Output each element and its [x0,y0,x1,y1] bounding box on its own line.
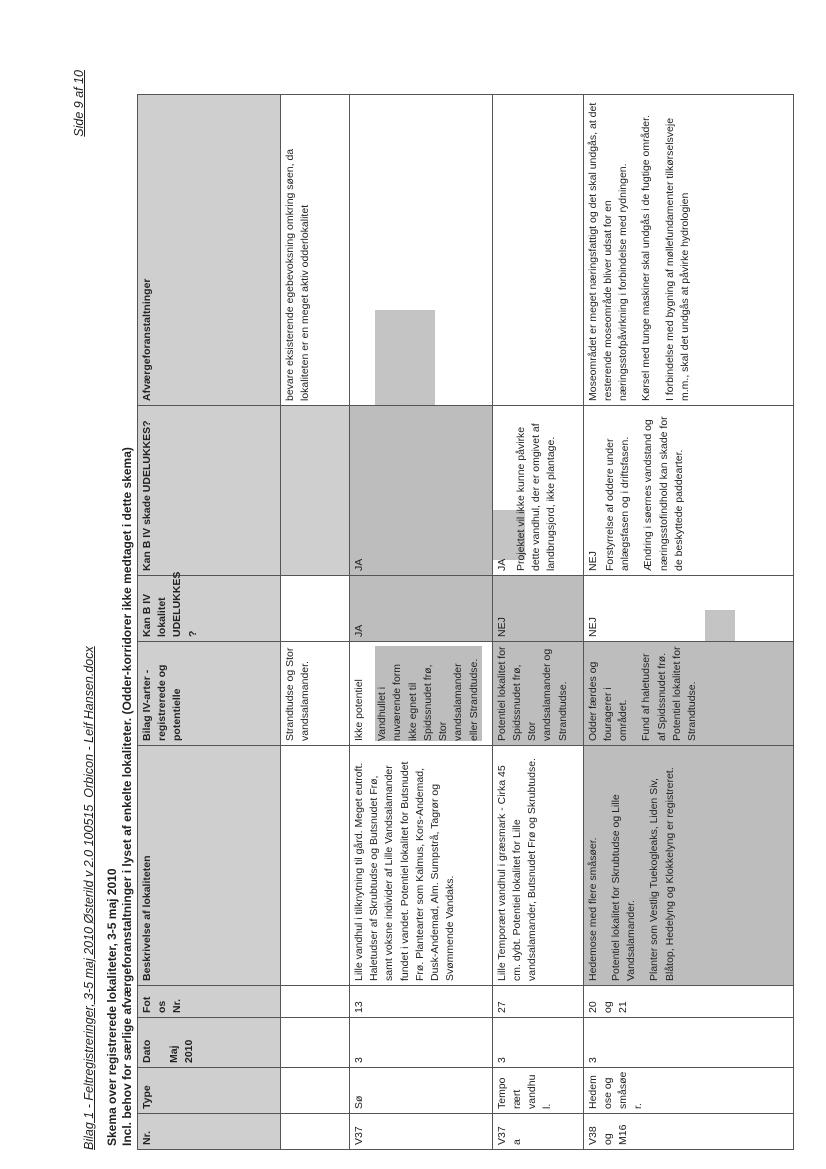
cell-beskrivelse: Lille Temporært vandhul i græsmark - Cirka 45 cm. dybt. Potentiel lokalitet for Lille vandsalamander, Butsnudet Frø og Skrubtudse. [492,746,583,986]
page-number: Side 9 af 10 [72,70,86,137]
cell-type [281,1068,350,1114]
cell-beskrivelse [583,746,793,986]
kan-skade-note: Ændring i søernes vandstand og næringsstofindhold kan skade for de beskyttede paddearter. [642,416,685,571]
bilag-paragraph: Vandhullet i nuværende form ikke egnet til Spidssnudet frø, Stor vandsalamander eller Strandtudse. [375,646,482,741]
cell-nr: V37 a [492,1114,583,1150]
table-row [281,95,350,1150]
beskrivelse-paragraph: Planter som Vestlig Tuekogleaks, Liden Siv, Blåtop, Hedelyng og Klokkelyng er registreret. [648,767,676,981]
cell-nr [281,1114,350,1150]
cell-kan-skade [583,406,793,576]
beskrivelse-paragraph: Hedemose med flere småsøer. [586,837,599,981]
cell-nr: V38 og M16 [583,1114,793,1150]
cell-dato: 3 [583,1018,793,1068]
cell-dato: 3 [492,1018,583,1068]
cell-kan-skade [281,406,350,576]
cell-foto: 13 [350,986,493,1018]
afvaerge-paragraph: I forbindelse med bygning af møllefundamenter tilkørselsveje m.m., skal det undgås at påvirke hydrologien [663,117,691,401]
cell-beskrivelse: Lille vandhul i tilknytning til gård. Meget eutroft. Haletudser af Skrubtudse og Butsnudet Frø, samt voksne individer af Lille Vandsalamander fundet i vandet. Potentiel lokalitet for Butsnudet Frø. Plantearter som Kalmus, Kors-Andemad, Dusk-Andemad, Alm. Sumpstrå, Tagrør og Svømmende Vandaks. [350,746,493,986]
rotated-page [72,70,750,1150]
bilag-paragraph: Ikke potentiel [353,679,365,741]
cell-kan-skade: JA [350,406,493,576]
cell-kan-skade [492,406,583,576]
bilag-paragraph: Odder færdes og fouragerer i området. [586,661,630,741]
cell-bilag: Strandtudse og Stor vandsalamander. [281,642,350,746]
beskrivelse-paragraph: Potentiel lokalitet for Skrubtudse og Lille Vandsalamander. [609,794,638,981]
col-dato-label: Dato [141,1039,153,1063]
cell-kan-lokalitet: NEJ [583,576,793,642]
col-kan-lokalitet: Kan B IV lokalitet UDELUKKES ? [138,576,281,642]
afvaerge-paragraph: Kørsel med tunge maskiner skal undgås i de fugtige områder. [640,115,653,401]
cell-type: Hedem ose og småsøe r. [583,1068,793,1114]
col-type: Type [138,1068,281,1114]
registration-sheet [105,95,745,1150]
page-header [72,70,100,1150]
cell-foto: 20 og 21 [583,986,793,1018]
col-dato [138,1018,281,1068]
table-row [583,95,793,1150]
afvaerge-paragraph: Moseområdet er meget næringsfattigt og det skal undgås, at det resterende moseområde bliver udsat for en næringsstofpåvirkning i forbindelse med rydningen. [586,102,630,401]
col-nr: Nr. [138,1114,281,1150]
cell-bilag: Potentiel lokalitet for Spidssnudet frø, Stor vandsalamander og Strandtudse. [492,642,583,746]
cell-nr: V37 [350,1114,493,1150]
table-subcaption: Incl. behov for særlige afværgeforanstaltninger i lyset af enkelte lokaliteter. (Odder-korridorer ikke medtaget i dette skema) [120,447,134,1146]
locality-table [137,94,794,1150]
table-row [492,95,583,1150]
table-row [350,95,493,1150]
kan-skade-note: Forstyrrelse af oddere under anlægsfasen og i driftsfasen. [603,436,632,571]
header-row [138,95,281,1150]
kan-skade-note: Projektet vil ikke kunne påvirke dette vandhul, der er omgivet af landbrugsjord, ikke plantage. [514,423,558,571]
cell-bilag [350,642,493,746]
cell-afvaerge [583,95,793,406]
col-foto: Fot os Nr. [138,986,281,1018]
cell-foto: 27 [492,986,583,1018]
cell-bilag [583,642,793,746]
cell-type: Tempo rært vandhu l. [492,1068,583,1114]
kan-skade-answer: JA [495,558,508,571]
kan-skade-answer: NEJ [586,551,599,571]
cell-afvaerge [492,95,583,406]
cell-kan-lokalitet [281,576,350,642]
cell-afvaerge: bevare eksisterende egebevoksning omkring søen, da lokaliteten er en meget aktiv odderlokalitet [281,95,350,406]
col-dato-month: Maj 2010 [168,1039,196,1063]
col-kan-skade: Kan B IV skade UDELUKKES? [138,406,281,576]
cell-kan-lokalitet: NEJ [492,576,583,642]
cell-dato [281,1018,350,1068]
bilag-paragraph: Fund af haletudser af Spidssnudet frø. Potentiel lokalitet for Strandtudse. [640,646,699,741]
col-afvaerge: Afværgeforanstaltninger [138,95,281,406]
table-caption: Skema over registrerede lokaliteter, 3-5 maj 2010 [105,868,119,1146]
cell-foto [281,986,350,1018]
cell-dato: 3 [350,1018,493,1068]
col-bilag: Bilag IV-arter - registrerede og potentielle [138,642,281,746]
cell-afvaerge [350,95,493,406]
cell-type: Sø [350,1068,493,1114]
cell-kan-lokalitet: JA [350,576,493,642]
cell-beskrivelse [281,746,350,986]
col-beskrivelse: Beskrivelse af lokaliteten [138,746,281,986]
document-filename: Bilag 1 - Feltregistreringer, 3-5 maj 2010 Østerild v 2.0 100515_Orbicon - Leif Hansen.docx [82,646,96,1150]
